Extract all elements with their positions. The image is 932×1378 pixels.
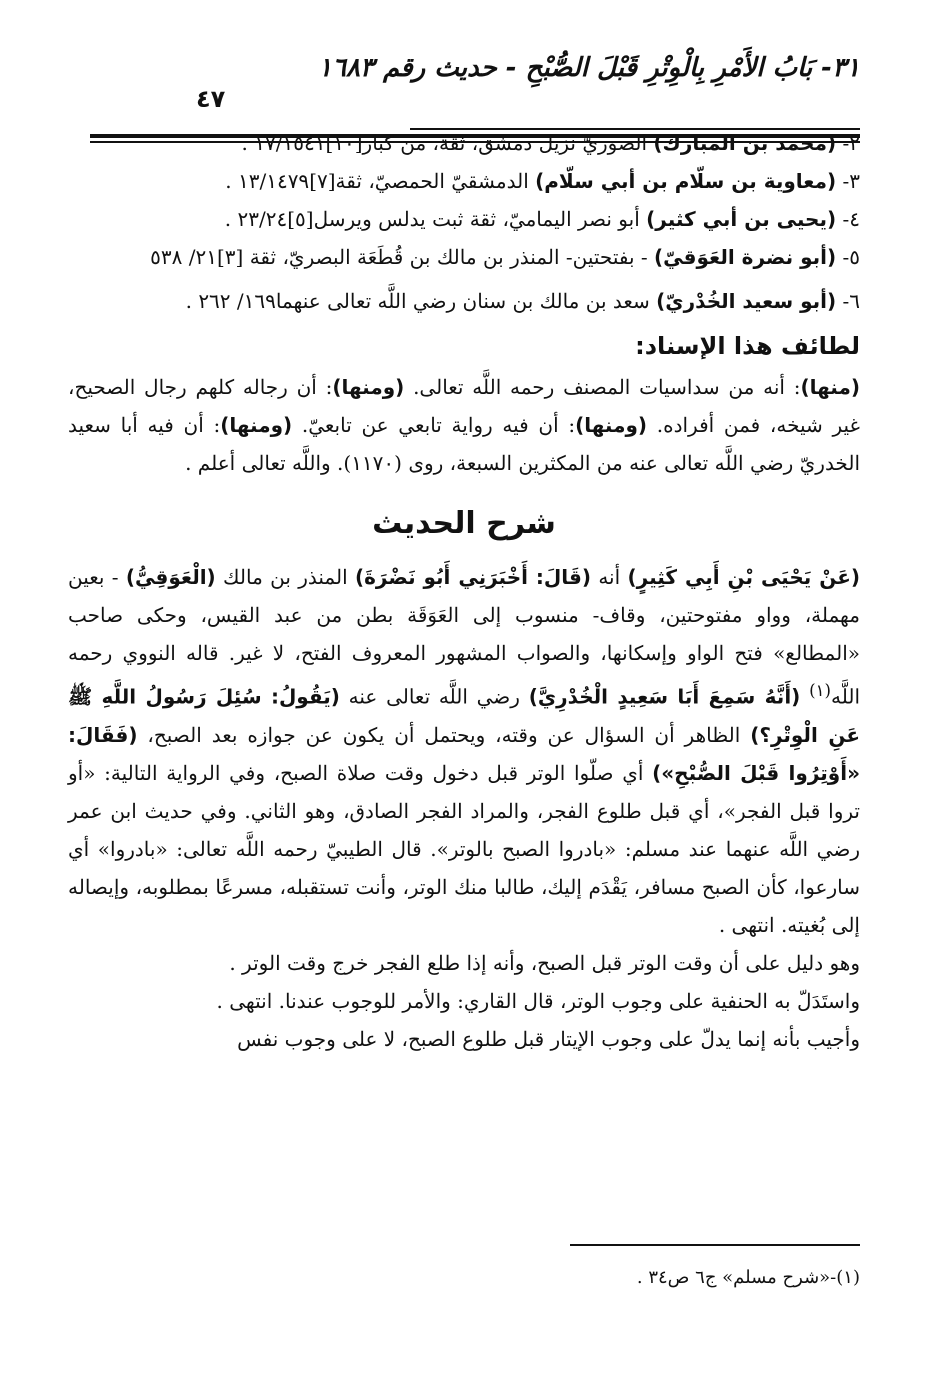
narrator-item: ٣- (معاوية بن سلّام بن أبي سلّام) الدمشقيّ الحمصيّ، ثقة[٧]١٣/١٤٧٩ . <box>225 169 860 193</box>
narrator-name: (أبو نضرة العَوَقيّ) <box>654 245 837 269</box>
narrator-name: (يحيى بن أبي كثير) <box>646 207 837 231</box>
page-body <box>68 124 860 1058</box>
narrator-item: ٥- (أبو نضرة العَوَقيّ) - بفتحتين- المنذر بن مالك بن قُطَعَة البصريّ، ثقة [٣]٢١/ ٥٣٨ <box>150 245 860 269</box>
running-title: ٣١- بَابُ الأَمْرِ بِالْوِتْرِ قَبْلَ الصُّبْحِ - حديث رقم ١٦٨٣ <box>318 53 860 83</box>
footnote: (١)-«شرح مسلم» ج٦ ص٣٤ . <box>636 1267 860 1288</box>
footnote-marker: (١) <box>809 681 832 700</box>
narrator-name: (محمد بن المبارك) <box>653 131 837 155</box>
narrator-item: ٦- (أبو سعيد الخُدْريّ) سعد بن مالك بن سنان رضي اللَّه تعالى عنهما١٦٩/ ٢٦٢ . <box>185 289 860 313</box>
lataif-heading: لطائف هذا الإسناد: <box>635 332 860 360</box>
page-number: ٤٧ <box>188 84 233 114</box>
page-header <box>70 48 860 113</box>
sharh-heading: شرح الحديث <box>372 506 556 541</box>
narrator-name: (أبو سعيد الخُدْريّ) <box>656 289 837 313</box>
narrator-name: (معاوية بن سلّام بن أبي سلّام) <box>535 169 837 193</box>
footnote-separator <box>570 1244 860 1246</box>
sharh-paragraph: واستَدَلّ به الحنفية على وجوب الوتر، قال القاري: والأمر للوجوب عندنا. انتهى . <box>216 988 860 1013</box>
sharh-paragraph: (عَنْ يَحْيَى بْنِ أَبِي كَثِيرٍ) أنه (قَالَ: أَخْبَرَنِي أَبُو نَضْرَةَ) المنذر بن مالك (الْعَوَقِيُّ) - بعين مهملة، وواو مفتوحتين، وقاف- منسوب إلى العَوَقَة بطن من عبد القيس، وحكى صاحب «المطالع» فتح الواو وإسكانها، والصواب المشهور المعروف الفتح، لا غير. قاله النووي رحمه اللَّه$^{(١)}$ (أَنَّهُ سَمِعَ أَبَا سَعِيدٍ الْخُدْرِيَّ) رضي اللَّه تعالى عنه (يَقُولُ: سُئِلَ رَسُولُ اللَّهِ ﷺ عَنِ الْوِتْرِ؟) الظاهر أن السؤال عن وقته، ويحتمل أن يكون عن جوازه بعد الصبح، (فَقَالَ: «أَوْتِرُوا قَبْلَ الصُّبْحِ») أي صلّوا الوتر قبل دخول وقت صلاة الصبح، وفي الرواية التالية: «أو تروا قبل الفجر»، أي قبل طلوع الفجر، والمراد الفجر الصادق، وهو الثاني. وفي حديث ابن عمر رضي اللَّه عنهما عند مسلم: «بادروا الصبح بالوتر». قال الطيبيّ رحمه اللَّه تعالى: «بادروا» أي سارعوا، كأن الصبح مسافر، يَقْدَم إليك، طالبا منك الوتر، وأنت تستقبله، مسرعًا بمطلوبه، وإيصاله إلى بُغيته. انتهى . <box>68 565 861 937</box>
narrator-item: ٤- (يحيى بن أبي كثير) أبو نصر اليماميّ، ثقة ثبت يدلس ويرسل[٥]٢٣/٢٤ . <box>224 207 860 231</box>
lataif-paragraph: (منها): أنه من سداسيات المصنف رحمه اللَّه تعالى. (ومنها): أن رجاله كلهم رجال الصحيح، غير شيخه، فمن أفراده. (ومنها): أن فيه رواية تابعي عن تابعيّ. (ومنها): أن فيه أبا سعيد الخدريّ رضي اللَّه تعالى عنه من المكثرين السبعة، روى (١١٧٠). واللَّه تعالى أعلم . <box>68 375 860 475</box>
sharh-paragraph: وهو دليل على أن وقت الوتر قبل الصبح، وأنه إذا طلع الفجر خرج وقت الوتر . <box>229 950 860 975</box>
sharh-paragraph: وأجيب بأنه إنما يدلّ على وجوب الإيتار قبل طلوع الصبح، لا على وجوب نفس <box>237 1026 860 1051</box>
narrator-item: ٢- (محمد بن المبارك) الصوريّ نزيل دمشق، ثقة، من كبار[١٠]١٧/١٥٤١ . <box>241 131 860 155</box>
